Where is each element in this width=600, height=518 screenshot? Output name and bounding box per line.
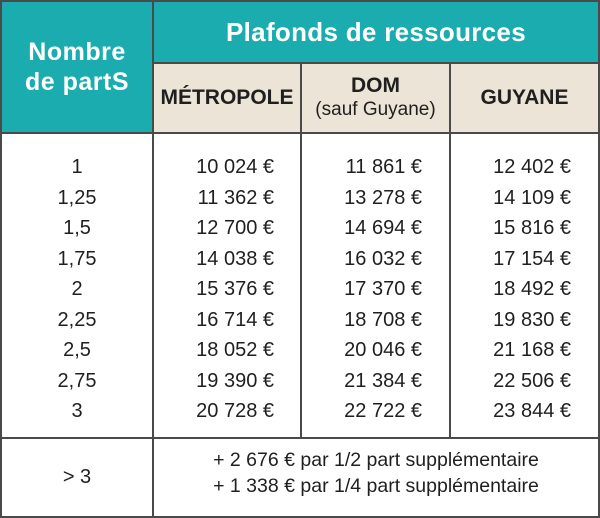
- guyane-column: [451, 152, 571, 427]
- table-cell-parts: 3: [71, 400, 83, 422]
- column-header-dom-sublabel: (sauf Guyane): [315, 99, 436, 120]
- column-header-dom-label: DOM: [351, 74, 400, 97]
- table-cell-parts: 2,25: [57, 308, 97, 331]
- extra-parts-label: [2, 439, 152, 516]
- table-cell-guyane: 19 830 €: [493, 308, 571, 331]
- table-cell-parts: 1: [71, 156, 83, 178]
- parts-header-line1: Nombre: [28, 38, 126, 66]
- table-cell-metropole: 18 052 €: [196, 339, 274, 361]
- table-cell-dom: 16 032 €: [344, 247, 422, 270]
- table-cell-parts: 1,75: [57, 247, 97, 270]
- table-cell-parts: 2,75: [57, 369, 97, 392]
- table-title-text: Plafonds de ressources: [226, 16, 526, 47]
- table-cell-parts: 2,5: [63, 339, 91, 361]
- table-cell-guyane: 17 154 €: [493, 247, 571, 270]
- table-cell-guyane: 18 492 €: [493, 278, 571, 300]
- metropole-column: [154, 152, 274, 427]
- dom-column: [302, 152, 422, 427]
- parts-column-header: [2, 2, 154, 134]
- column-header-dom: [302, 64, 451, 134]
- table-cell-dom: 13 278 €: [344, 186, 422, 209]
- table-cell-guyane: 12 402 €: [493, 156, 571, 178]
- table-cell-metropole: 15 376 €: [196, 278, 274, 300]
- table-cell-metropole: 20 728 €: [196, 400, 274, 422]
- table-cell-guyane: 22 506 €: [493, 369, 571, 392]
- table-title: [154, 2, 598, 64]
- table-cell-parts: 2: [71, 278, 83, 300]
- table-cell-metropole: 19 390 €: [196, 369, 274, 392]
- extra-parts-rule: [154, 447, 598, 499]
- table-cell-parts: 1,5: [63, 217, 91, 239]
- table-cell-metropole: 11 362 €: [197, 186, 274, 209]
- extra-parts-label-text: > 3: [62, 466, 92, 488]
- column-header-guyane-label: GUYANE: [480, 86, 569, 109]
- table-cell-guyane: 21 168 €: [493, 339, 571, 361]
- table-cell-metropole: 10 024 €: [196, 156, 274, 178]
- column-header-guyane: [451, 64, 598, 134]
- table-cell-guyane: 23 844 €: [493, 400, 571, 422]
- extra-rule-half-part: + 2 676 € par 1/2 part supplémentaire: [213, 449, 539, 471]
- table-cell-guyane: 15 816 €: [493, 217, 571, 239]
- column-header-metropole: [154, 64, 302, 134]
- table-cell-dom: 14 694 €: [344, 217, 422, 239]
- table-cell-metropole: 12 700 €: [196, 217, 274, 239]
- table-cell-dom: 17 370 €: [344, 278, 422, 300]
- table-cell-dom: 21 384 €: [344, 369, 422, 392]
- extra-rule-quarter-part: + 1 338 € par 1/4 part supplémentaire: [213, 475, 539, 497]
- table-cell-metropole: 14 038 €: [196, 247, 274, 270]
- table-cell-parts: 1,25: [57, 186, 97, 209]
- column-header-metropole-label: MÉTROPOLE: [160, 86, 294, 109]
- table-cell-dom: 20 046 €: [344, 339, 422, 361]
- table-cell-dom: 22 722 €: [344, 400, 422, 422]
- parts-header-line2: de partS: [24, 68, 130, 96]
- table-cell-dom: 11 861 €: [345, 156, 422, 178]
- table-cell-guyane: 14 109 €: [493, 186, 571, 209]
- table-cell-metropole: 16 714 €: [196, 308, 274, 331]
- parts-column: [2, 152, 152, 427]
- table-cell-dom: 18 708 €: [344, 308, 422, 331]
